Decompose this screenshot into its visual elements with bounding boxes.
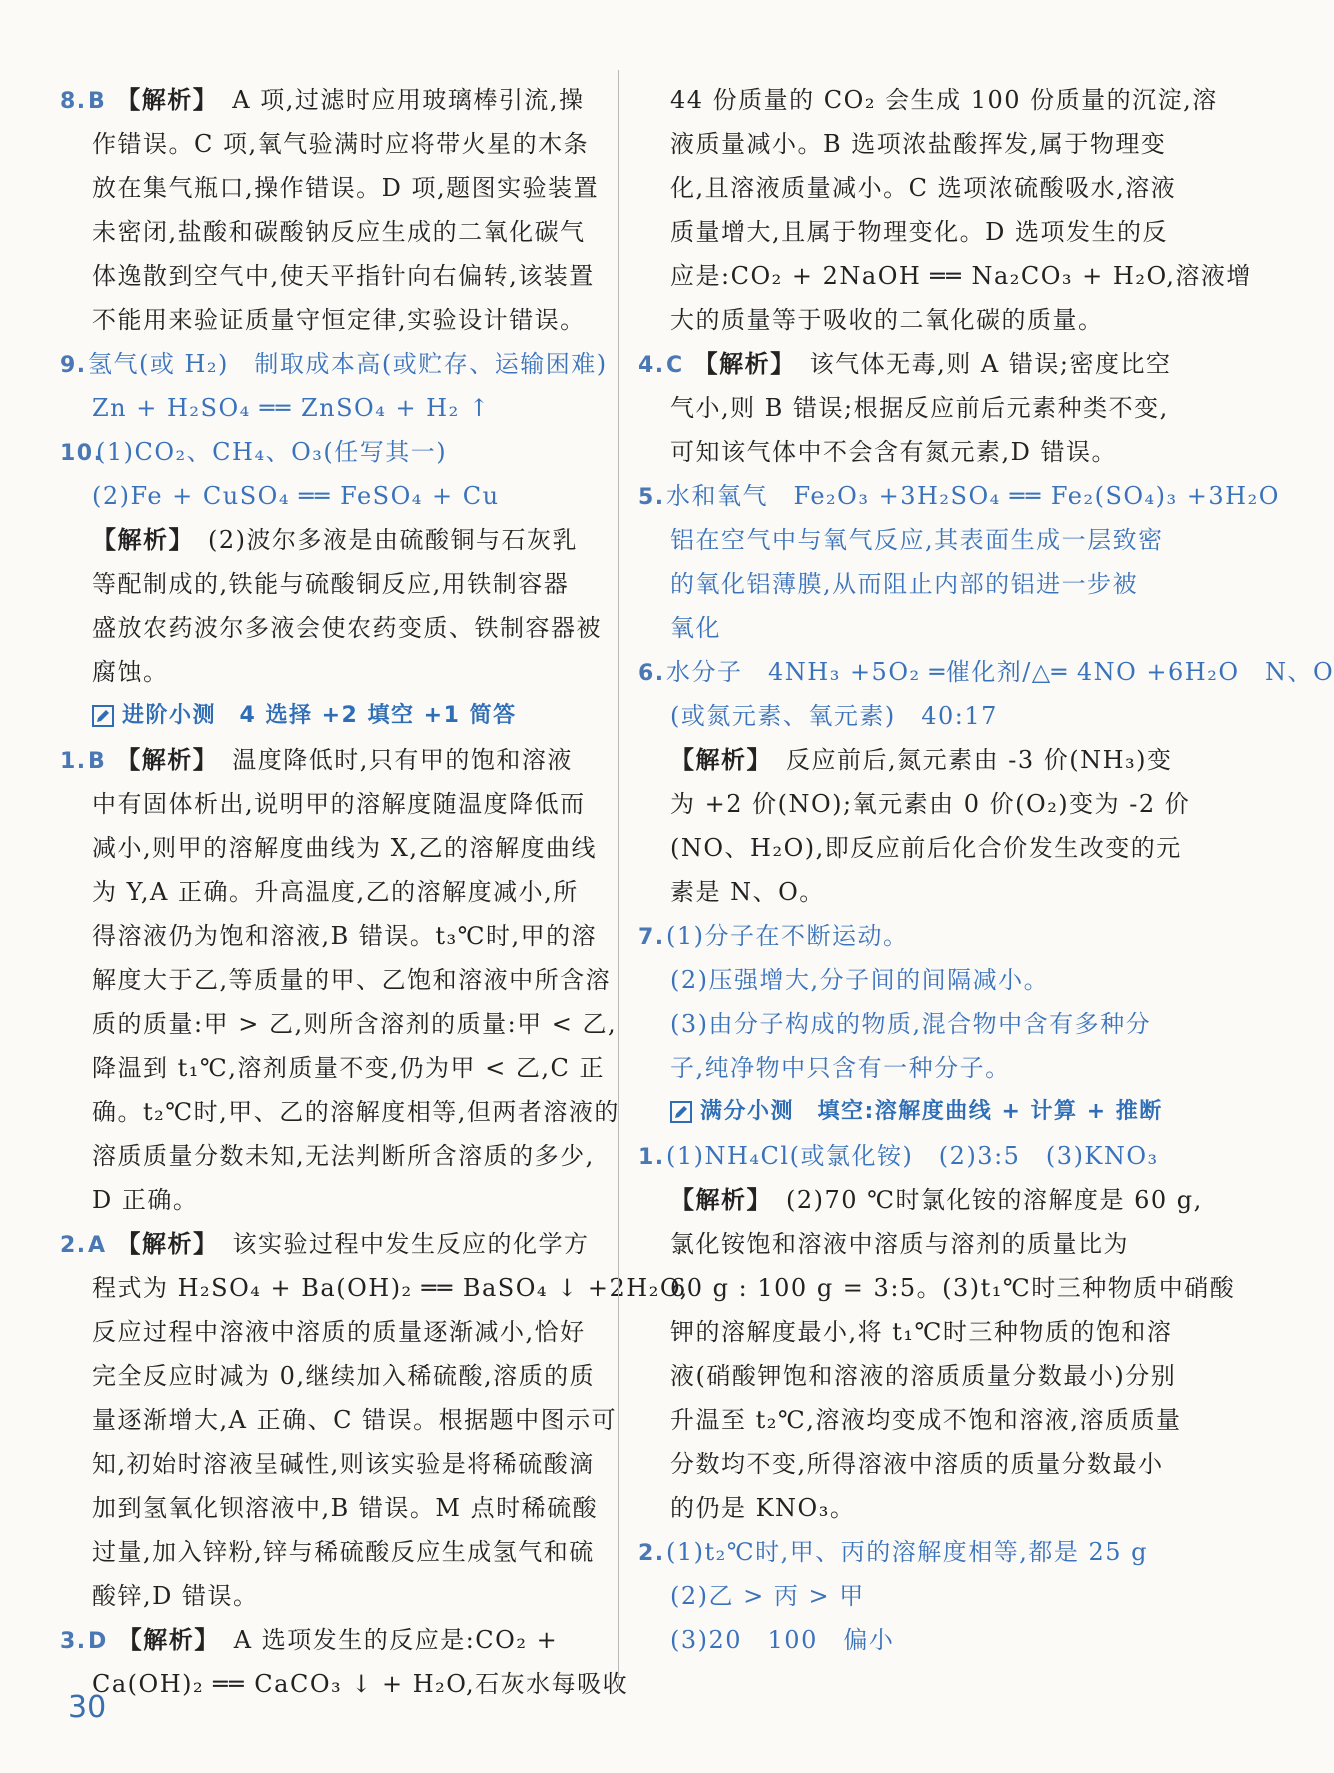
question-number: 10. (60, 441, 104, 466)
text-line (60, 210, 598, 254)
text-line (638, 1618, 1176, 1662)
line-text: 放在集气瓶口,操作错误。D 项,题图实验装置 (92, 174, 600, 202)
line-text: 降温到 t₁℃,溶剂质量不变,仍为甲 < 乙,C 正 (92, 1054, 605, 1082)
line-text: Ca(OH)₂ ══ CaCO₃ ↓ + H₂O,石灰水每吸收 (92, 1670, 629, 1698)
pencil-icon (92, 705, 114, 727)
right-column (638, 78, 1334, 1662)
line-text: 程式为 H₂SO₄ + Ba(OH)₂ ══ BaSO₄ ↓ +2H₂O, (92, 1274, 689, 1302)
line-text: 子,纯净物中只含有一种分子。 (670, 1054, 1011, 1082)
line-text: 解度大于乙,等质量的甲、乙饱和溶液中所含溶 (92, 966, 612, 994)
text-line (60, 826, 598, 870)
page-number: 30 (68, 1690, 107, 1725)
analysis-tag: 【解析】 (116, 1229, 219, 1258)
answer-letter: A (88, 1233, 107, 1258)
text-line (60, 298, 598, 342)
text-line (638, 1442, 1176, 1486)
line-text: Zn + H₂SO₄ ══ ZnSO₄ + H₂ ↑ (92, 394, 491, 422)
line-text: 水分子 4NH₃ +5O₂ ═催化剂/△═ 4NO +6H₂O N、O (666, 658, 1334, 686)
text-line (60, 474, 598, 518)
question-number: 1. (60, 749, 87, 774)
line-text: 体逸散到空气中,使天平指针向右偏转,该装置 (92, 262, 595, 290)
text-line (638, 1266, 1236, 1310)
line-text: 液质量减小。B 选项浓盐酸挥发,属于物理变 (670, 130, 1167, 158)
line-text: (或氮元素、氧元素) 40:17 (670, 702, 998, 730)
text-line (638, 1574, 1176, 1618)
column-divider (618, 70, 619, 1690)
answer-letter: D (88, 1629, 108, 1654)
line-text: 腐蚀。 (92, 658, 169, 686)
text-line (60, 650, 598, 694)
analysis-tag: 【解析】 (116, 85, 219, 114)
pencil-icon (670, 1101, 692, 1123)
text-line (638, 1046, 1176, 1090)
line-text: 为 Y,A 正确。升高温度,乙的溶解度减小,所 (92, 878, 579, 906)
text-line (638, 870, 1176, 914)
line-text: 反应前后,氮元素由 -3 价(NH₃)变 (786, 746, 1173, 774)
line-text: 钾的溶解度最小,将 t₁℃时三种物质的饱和溶 (670, 1318, 1173, 1346)
text-line (60, 386, 598, 430)
text-line (638, 1002, 1176, 1046)
text-line (60, 738, 598, 782)
text-line (638, 1178, 1203, 1222)
text-line (60, 1266, 689, 1310)
text-line (60, 1662, 629, 1706)
text-line (60, 1398, 618, 1442)
text-line (638, 210, 1176, 254)
line-text: 可知该气体中不会含有氮元素,D 错误。 (670, 438, 1117, 466)
text-line (638, 958, 1176, 1002)
text-line (638, 694, 1176, 738)
question-number: 8. (60, 89, 87, 114)
text-line (60, 1618, 598, 1662)
question-number: 9. (60, 353, 87, 378)
text-line (60, 254, 598, 298)
text-line (60, 562, 598, 606)
text-line (60, 1530, 598, 1574)
text-line (60, 166, 598, 210)
line-text: 质量增大,且属于物理变化。D 选项发生的反 (670, 218, 1168, 246)
text-line (60, 1574, 598, 1618)
line-text: (1)CO₂、CH₄、O₃(任写其一) (96, 438, 448, 466)
line-text: (3)20 100 偏小 (670, 1626, 895, 1654)
text-line (638, 606, 1176, 650)
line-text: 气小,则 B 错误;根据反应前后元素种类不变, (670, 394, 1169, 422)
line-text: 的仍是 KNO₃。 (670, 1494, 856, 1522)
line-text: 素是 N、O。 (670, 878, 825, 906)
analysis-tag: 【解析】 (92, 525, 194, 554)
text-line (638, 650, 1334, 694)
line-text: 该实验过程中发生反应的化学方 (232, 1230, 590, 1258)
line-text: 铝在空气中与氧气反应,其表面生成一层致密 (670, 526, 1164, 554)
line-text: (2)压强增大,分子间的间隔减小。 (670, 966, 1050, 994)
line-text: 氧化 (670, 614, 721, 642)
line-text: 液(硝酸钾饱和溶液的溶质质量分数最小)分别 (670, 1362, 1177, 1390)
analysis-tag: 【解析】 (116, 745, 219, 774)
line-text: 44 份质量的 CO₂ 会生成 100 份质量的沉淀,溶 (670, 86, 1218, 114)
line-text: 过量,加入锌粉,锌与稀硫酸反应生成氢气和硫 (92, 1538, 595, 1566)
answer-letter: B (88, 89, 107, 114)
question-number: 2. (638, 1541, 665, 1566)
line-text: 反应过程中溶液中溶质的质量逐渐减小,恰好 (92, 1318, 586, 1346)
text-line (638, 122, 1176, 166)
analysis-tag: 【解析】 (117, 1625, 220, 1654)
text-line (638, 562, 1176, 606)
line-text: 未密闭,盐酸和碳酸钠反应生成的二氧化碳气 (92, 218, 586, 246)
line-text: 化,且溶液质量减小。C 选项浓硫酸吸水,溶液 (670, 174, 1177, 202)
analysis-tag: 【解析】 (693, 349, 796, 378)
line-text: 为 +2 价(NO);氧元素由 0 价(O₂)变为 -2 价 (670, 790, 1191, 818)
section-title: 满分小测 填空:溶解度曲线 + 计算 + 推断 (700, 1099, 1163, 1124)
line-text: 确。t₂℃时,甲、乙的溶解度相等,但两者溶液的 (92, 1098, 620, 1126)
text-line (638, 518, 1176, 562)
line-text: 中有固体析出,说明甲的溶解度随温度降低而 (92, 790, 586, 818)
line-text: A 项,过滤时应用玻璃棒引流,操 (232, 86, 585, 114)
text-line (60, 1442, 598, 1486)
line-text: (NO、H₂O),即反应前后化合价发生改变的元 (670, 834, 1182, 862)
text-line (638, 1530, 1176, 1574)
line-text: 完全反应时减为 0,继续加入稀硫酸,溶质的质 (92, 1362, 596, 1390)
line-text: 不能用来验证质量守恒定律,实验设计错误。 (92, 306, 586, 334)
line-text: 量逐渐增大,A 正确、C 错误。根据题中图示可 (92, 1406, 618, 1434)
line-text: (1)NH₄Cl(或氯化铵) (2)3:5 (3)KNO₃ (666, 1142, 1159, 1170)
text-line (60, 1134, 598, 1178)
text-line (60, 1046, 605, 1090)
text-line (60, 606, 602, 650)
text-line (638, 1398, 1182, 1442)
text-line (60, 870, 598, 914)
question-number: 4. (638, 353, 665, 378)
left-column (60, 78, 689, 1706)
text-line (638, 474, 1280, 518)
text-line (60, 518, 598, 562)
text-line (60, 342, 608, 386)
text-line (60, 430, 598, 474)
text-line (638, 782, 1191, 826)
text-line (60, 122, 598, 166)
text-line (60, 1178, 598, 1222)
text-line (638, 1310, 1176, 1354)
text-line (60, 1354, 598, 1398)
question-number: 3. (60, 1629, 87, 1654)
line-text: 水和氧气 Fe₂O₃ +3H₂SO₄ ══ Fe₂(SO₄)₃ +3H₂O (666, 482, 1280, 510)
text-line (638, 738, 1176, 782)
line-text: (3)由分子构成的物质,混合物中含有多种分 (670, 1010, 1152, 1038)
section-title: 进阶小测 4 选择 +2 填空 +1 简答 (122, 703, 517, 728)
line-text: 温度降低时,只有甲的饱和溶液 (232, 746, 573, 774)
text-line (638, 254, 1252, 298)
line-text: 盛放农药波尔多液会使农药变质、铁制容器被 (92, 614, 602, 642)
line-text: 的氧化铝薄膜,从而阻止内部的铝进一步被 (670, 570, 1139, 598)
line-text: 氯化铵饱和溶液中溶质与溶剂的质量比为 (670, 1230, 1129, 1258)
line-text: (2)波尔多液是由硫酸铜与石灰乳 (208, 526, 578, 554)
text-line (638, 342, 1176, 386)
text-line (60, 1310, 598, 1354)
line-text: A 选项发生的反应是:CO₂ + (233, 1626, 559, 1654)
text-line (638, 1354, 1176, 1398)
analysis-tag: 【解析】 (670, 745, 772, 774)
line-text: 质的质量:甲 > 乙,则所含溶剂的质量:甲 < 乙, (92, 1010, 618, 1038)
line-text: 应是:CO₂ + 2NaOH ══ Na₂CO₃ + H₂O,溶液增 (670, 262, 1252, 290)
text-line (60, 1002, 618, 1046)
line-text: 减小,则甲的溶解度曲线为 X,乙的溶解度曲线 (92, 834, 597, 862)
line-text: 等配制成的,铁能与硫酸铜反应,用铁制容器 (92, 570, 570, 598)
question-number: 6. (638, 661, 665, 686)
text-line (638, 826, 1182, 870)
text-line (60, 914, 598, 958)
line-text: (2)70 ℃时氯化铵的溶解度是 60 g, (786, 1186, 1203, 1214)
section-heading (638, 1090, 1176, 1134)
line-text: 分数均不变,所得溶液中溶质的质量分数最小 (670, 1450, 1164, 1478)
line-text: (1)分子在不断运动。 (666, 922, 909, 950)
line-text: 该气体无毒,则 A 错误;密度比空 (809, 350, 1172, 378)
line-text: 氢气(或 H₂) 制取成本高(或贮存、运输困难) (88, 350, 608, 378)
question-number: 2. (60, 1233, 87, 1258)
text-line (638, 298, 1176, 342)
line-text: D 正确。 (92, 1186, 199, 1214)
text-line (638, 430, 1176, 474)
text-line (60, 1486, 598, 1530)
line-text: (2)乙 > 丙 > 甲 (670, 1582, 865, 1610)
text-line (60, 958, 612, 1002)
text-line (638, 166, 1176, 210)
text-line (60, 78, 598, 122)
text-line (638, 1486, 1176, 1530)
line-text: (1)t₂℃时,甲、丙的溶解度相等,都是 25 g (666, 1538, 1149, 1566)
line-text: 得溶液仍为饱和溶液,B 错误。t₃℃时,甲的溶 (92, 922, 598, 950)
line-text: 知,初始时溶液呈碱性,则该实验是将稀硫酸滴 (92, 1450, 595, 1478)
text-line (638, 386, 1176, 430)
text-line (638, 78, 1218, 122)
text-line (60, 782, 598, 826)
text-line (638, 1134, 1176, 1178)
line-text: (2)Fe + CuSO₄ ══ FeSO₄ + Cu (92, 482, 500, 510)
text-line (638, 914, 1176, 958)
question-number: 5. (638, 485, 665, 510)
line-text: 60 g : 100 g = 3:5。(3)t₁℃时三种物质中硝酸 (670, 1274, 1236, 1302)
line-text: 作错误。C 项,氧气验满时应将带火星的木条 (92, 130, 590, 158)
answer-letter: B (88, 749, 107, 774)
question-number: 7. (638, 925, 665, 950)
analysis-tag: 【解析】 (670, 1185, 772, 1214)
answer-letter: C (666, 353, 684, 378)
line-text: 加到氢氧化钡溶液中,B 错误。M 点时稀硫酸 (92, 1494, 599, 1522)
text-line (60, 1222, 598, 1266)
line-text: 升温至 t₂℃,溶液均变成不饱和溶液,溶质质量 (670, 1406, 1182, 1434)
text-line (60, 1090, 620, 1134)
line-text: 酸锌,D 错误。 (92, 1582, 259, 1610)
section-heading (60, 694, 598, 738)
line-text: 溶质质量分数未知,无法判断所含溶质的多少, (92, 1142, 595, 1170)
question-number: 1. (638, 1145, 665, 1170)
text-line (638, 1222, 1176, 1266)
line-text: 大的质量等于吸收的二氧化碳的质量。 (670, 306, 1104, 334)
